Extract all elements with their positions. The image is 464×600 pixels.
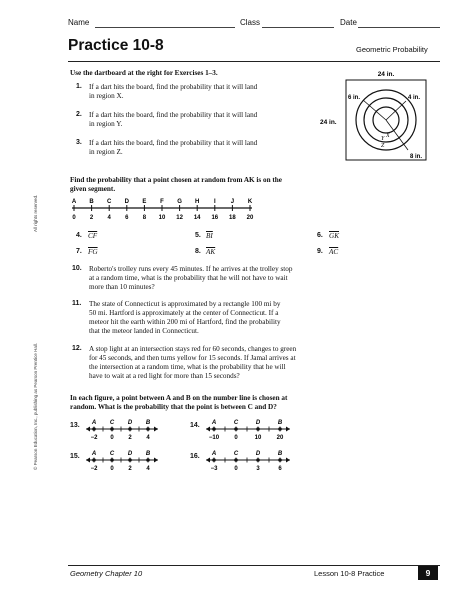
- point-letter: E: [142, 199, 147, 205]
- exercise-number: 7.: [76, 248, 82, 255]
- segment-instruction: Find the probability that a point chosen at random from AK is on the given segment.: [70, 176, 282, 193]
- point-dot: [278, 427, 282, 431]
- tick-label: 20: [246, 215, 254, 221]
- point-letter: A: [211, 420, 217, 426]
- segment-name: $\overline{AC}$: [329, 248, 339, 256]
- point-dot: [256, 427, 260, 431]
- point-letter: D: [127, 451, 133, 457]
- arrow-left: [206, 458, 210, 463]
- segment-name: $\overline{BI}$: [206, 232, 213, 240]
- page-topic: Geometric Probability: [356, 45, 428, 54]
- number-line-13: [84, 417, 160, 445]
- exercise-number: 10.: [72, 265, 82, 272]
- exercise-number: 15.: [70, 453, 80, 460]
- point-letter: F: [160, 199, 164, 205]
- radius-label-6: 6 in.: [348, 95, 361, 101]
- point-dot: [212, 427, 216, 431]
- tick-label: 20: [276, 435, 284, 441]
- exercise-text: If a dart hits the board, find the probability that it will land in region Y.: [89, 111, 258, 128]
- footer-rule: [68, 565, 440, 566]
- exercise-number: 5.: [195, 232, 201, 239]
- segment-name: $\overline{FG}$: [88, 248, 98, 256]
- tick-label: −10: [208, 435, 220, 441]
- point-letter: C: [109, 451, 115, 457]
- segment-name: $\overline{AK}$: [206, 248, 216, 256]
- copyright-note: © Pearson Education, Inc., publishing as Pearson Prentice Hall.: [33, 342, 38, 470]
- exercise-number: 12.: [72, 345, 82, 352]
- point-dot: [212, 458, 216, 462]
- point-dot: [234, 458, 238, 462]
- dartboard-instruction: Use the dartboard at the right for Exercises 1–3.: [70, 69, 218, 77]
- point-dot: [128, 427, 132, 431]
- tick-label: 0: [110, 466, 114, 472]
- point-dot: [146, 458, 150, 462]
- tick-label: 4: [107, 215, 111, 221]
- tick-label: 2: [128, 466, 132, 472]
- exercise-number: 4.: [76, 232, 82, 239]
- tick-label: 10: [254, 435, 262, 441]
- point-letter: D: [255, 420, 261, 426]
- number-line-14: [204, 417, 292, 445]
- point-letter: G: [177, 199, 182, 205]
- segment-name: $\overline{CF}$: [88, 232, 98, 240]
- tick-label: −2: [90, 435, 98, 441]
- number-line-15: [84, 448, 160, 476]
- tick-label: 10: [158, 215, 166, 221]
- point-dot: [278, 458, 282, 462]
- segment-number-line: [68, 197, 268, 223]
- point-letter: D: [255, 451, 261, 457]
- exercise-number: 8.: [195, 248, 201, 255]
- tick-label: 12: [176, 215, 183, 221]
- tick-label: 6: [278, 466, 282, 472]
- point-letter: C: [107, 199, 112, 205]
- point-letter: C: [233, 451, 239, 457]
- exercise-text: If a dart hits the board, find the probability that it will land in region X.: [89, 83, 258, 100]
- footer-lesson: Lesson 10-8 Practice: [314, 569, 385, 578]
- footer-book: Geometry Chapter 10: [70, 569, 143, 578]
- point-dot: [110, 427, 114, 431]
- name-label: Name: [68, 18, 90, 27]
- tick-label: 18: [229, 215, 236, 221]
- arrow-left: [206, 427, 210, 432]
- point-letter: J: [230, 199, 235, 205]
- exercise-number: 6.: [317, 232, 323, 239]
- tick-label: 16: [211, 215, 219, 221]
- tick-label: 0: [110, 435, 114, 441]
- top-dimension-label: 24 in.: [377, 71, 395, 78]
- region-y-label: Y: [381, 136, 385, 142]
- number-line-instruction: In each figure, a point between A and B on the number line is chosen at random. What is the probability that the point is between C and D?: [70, 394, 288, 411]
- region-z-label: Z: [381, 143, 385, 149]
- point-dot: [256, 458, 260, 462]
- point-letter: B: [277, 451, 283, 457]
- tick-label: −3: [210, 466, 218, 472]
- tick-label: 6: [125, 215, 129, 221]
- tick-label: 4: [146, 466, 150, 472]
- class-label: Class: [240, 18, 261, 27]
- point-letter: A: [71, 199, 77, 205]
- arrow-left: [86, 458, 90, 463]
- point-letter: K: [247, 199, 253, 205]
- point-dot: [128, 458, 132, 462]
- word-problem-10: Roberto's trolley runs every 45 minutes. If he arrives at the trolley stop at a random time, what is the probability that he will not have to wait more than 10 minutes?: [89, 265, 293, 291]
- segment-name: $\overline{GK}$: [329, 232, 339, 240]
- page-title: Practice 10-8: [68, 37, 164, 54]
- exercise-text: If a dart hits the board, find the probability that it will land in region Z.: [89, 139, 258, 156]
- point-letter: B: [145, 420, 151, 426]
- point-letter: A: [91, 420, 97, 426]
- exercise-number: 13.: [70, 422, 80, 429]
- exercise-number: 2.: [76, 111, 82, 118]
- point-letter: D: [127, 420, 133, 426]
- point-letter: B: [277, 420, 283, 426]
- point-letter: C: [233, 420, 239, 426]
- arrow-left: [86, 427, 90, 432]
- point-dot: [146, 427, 150, 431]
- point-letter: A: [211, 451, 217, 457]
- class-line[interactable]: [262, 27, 334, 28]
- date-line[interactable]: [358, 27, 440, 28]
- exercise-number: 11.: [72, 300, 82, 307]
- point-letter: I: [213, 199, 216, 205]
- tick-label: 2: [89, 215, 94, 221]
- tick-label: 3: [256, 466, 260, 472]
- tick-label: 0: [234, 466, 238, 472]
- tick-label: 0: [72, 215, 76, 221]
- point-dot: [234, 427, 238, 431]
- arrow-right: [154, 427, 158, 432]
- name-line[interactable]: [95, 27, 235, 28]
- exercise-number: 9.: [317, 248, 323, 255]
- title-rule: [68, 61, 440, 62]
- word-problem-12: A stop light at an intersection stays red for 60 seconds, changes to green for 45 seconds, and then turns yellow for 15 seconds. If Jamal arrives at the intersection at a random time, what is the probability that he will have to wait at a red light for more than 15 seconds?: [89, 345, 297, 380]
- region-x-label: X: [386, 133, 390, 139]
- tick-label: 2: [128, 435, 132, 441]
- page-number: 9: [418, 566, 438, 580]
- exercise-number: 3.: [76, 139, 82, 146]
- point-dot: [110, 458, 114, 462]
- exercise-number: 14.: [190, 422, 200, 429]
- point-letter: H: [195, 199, 200, 205]
- point-letter: B: [89, 199, 94, 205]
- exercise-number: 16.: [190, 453, 200, 460]
- exercise-number: 1.: [76, 83, 82, 90]
- point-letter: A: [91, 451, 97, 457]
- word-problem-11: The state of Connecticut is approximated by a rectangle 100 mi by 50 mi. Hartford is approximately at the center of Connecticut. If a meteor hit the earth within 200 mi of Hartford, find the probability that the meteor landed in Connecticut.: [89, 300, 281, 335]
- tick-label: −2: [90, 466, 98, 472]
- point-letter: D: [124, 199, 129, 205]
- left-dimension-label: 24 in.: [320, 119, 337, 126]
- arrow-right: [154, 458, 158, 463]
- tick-label: 8: [142, 215, 147, 221]
- date-label: Date: [340, 18, 357, 27]
- tick-label: 0: [234, 435, 238, 441]
- tick-label: 4: [146, 435, 150, 441]
- point-dot: [92, 458, 96, 462]
- arrow-right: [286, 427, 290, 432]
- point-dot: [92, 427, 96, 431]
- radius-line-4: [386, 101, 406, 120]
- point-letter: C: [109, 420, 115, 426]
- arrow-right: [286, 458, 290, 463]
- point-letter: B: [145, 451, 151, 457]
- rights-note: All rights reserved.: [33, 194, 38, 232]
- dartboard-figure: [318, 68, 442, 176]
- number-line-16: [204, 448, 292, 476]
- tick-label: 14: [193, 215, 201, 221]
- radius-label-8: 8 in.: [410, 154, 423, 160]
- radius-label-4: 4 in.: [408, 95, 421, 101]
